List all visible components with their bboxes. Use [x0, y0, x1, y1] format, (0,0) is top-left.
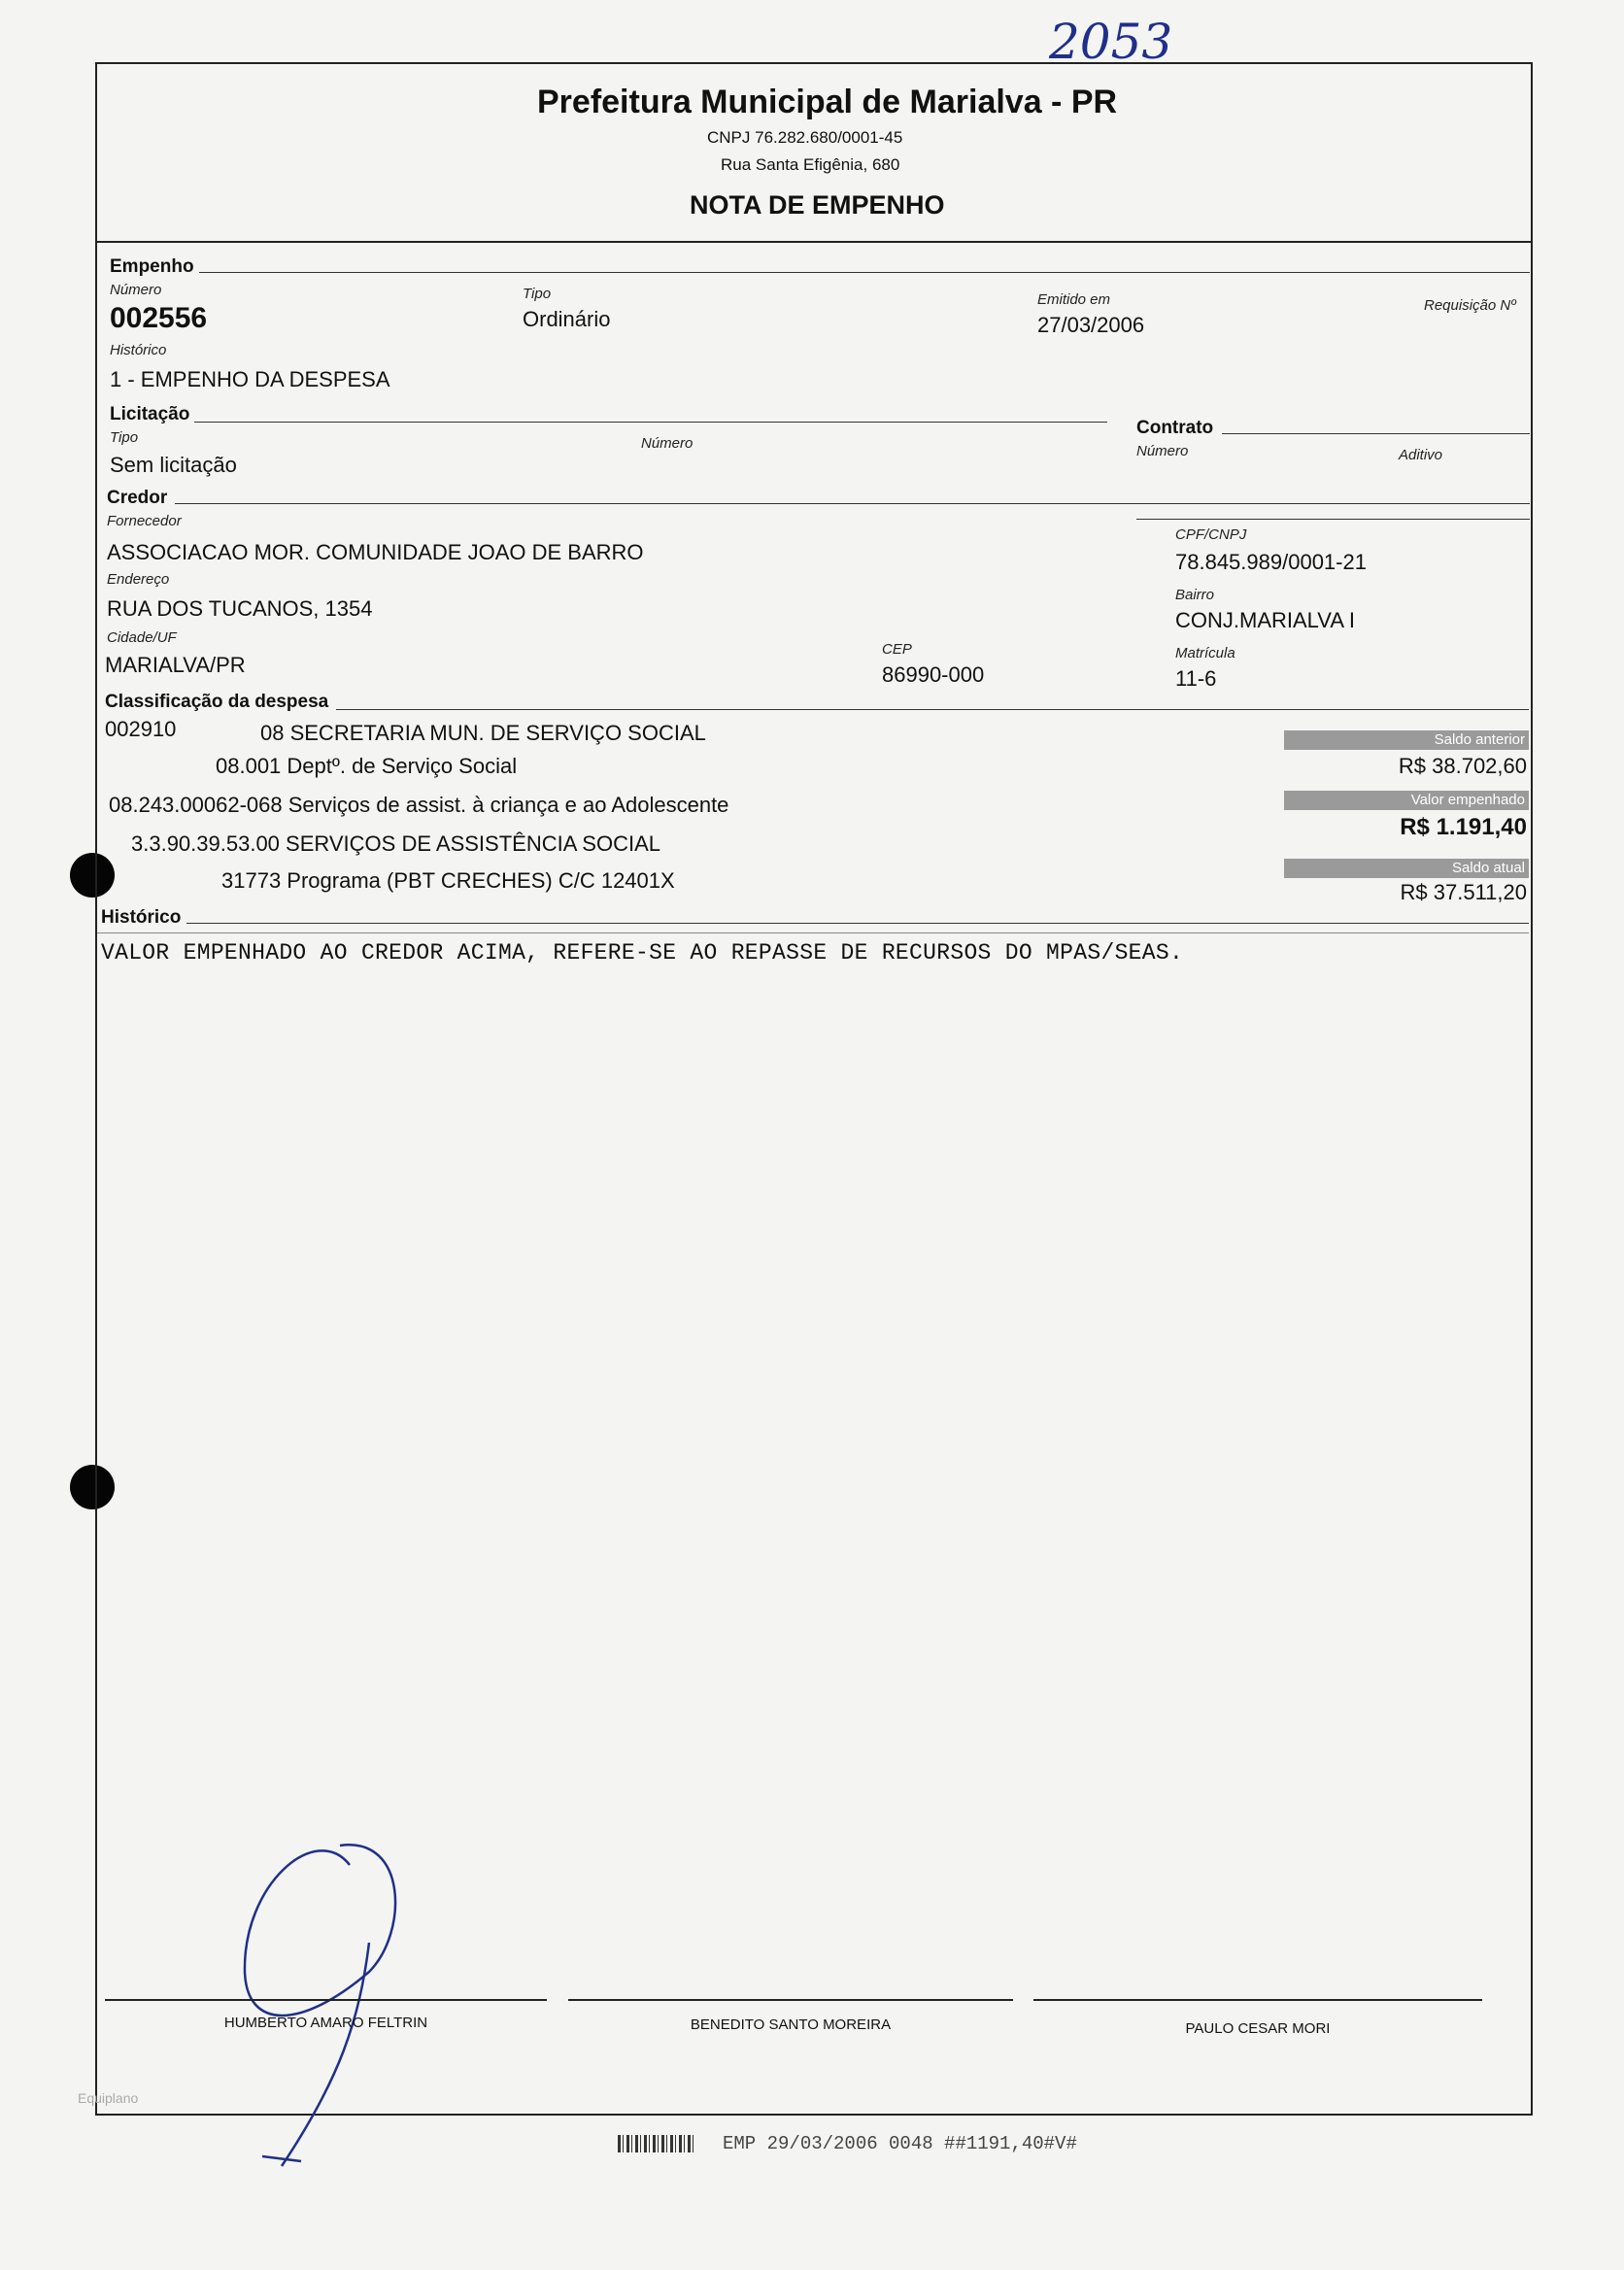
contrato-aditivo-label: Aditivo [1399, 447, 1443, 463]
cidade-value: MARIALVA/PR [105, 653, 246, 677]
historico-rule [186, 923, 1529, 924]
emitido-label: Emitido em [1037, 291, 1111, 308]
empenho-tipo: Ordinário [523, 307, 611, 331]
cep-label: CEP [882, 641, 912, 658]
licitacao-tipo: Sem licitação [110, 453, 237, 477]
matricula-value: 11-6 [1175, 666, 1217, 691]
fornecedor-name: ASSOCIACAO MOR. COMUNIDADE JOAO DE BARRO [107, 540, 644, 564]
licitacao-rule [194, 422, 1107, 423]
credor-section-label: Credor [107, 488, 168, 508]
classificacao-secretaria: 08 SECRETARIA MUN. DE SERVIÇO SOCIAL [260, 721, 706, 745]
signature-line-1 [105, 1999, 547, 2001]
empenho-section-label: Empenho [110, 256, 194, 277]
saldo-atual-value: R$ 37.511,20 [1400, 880, 1527, 904]
licitacao-numero-label: Número [641, 435, 694, 452]
saldo-atual-label: Saldo atual [1284, 859, 1529, 878]
empenho-historico-label: Histórico [110, 342, 167, 358]
endereco-label: Endereço [107, 571, 170, 588]
signature-name-2: BENEDITO SANTO MOREIRA [690, 2016, 892, 2033]
matricula-label: Matrícula [1175, 645, 1235, 661]
handwritten-page-number: 2053 [1049, 14, 1173, 70]
cnpj-text: CNPJ 76.282.680/0001-45 [707, 128, 903, 147]
licitacao-tipo-label: Tipo [110, 429, 139, 446]
fornecedor-label: Fornecedor [107, 513, 182, 529]
cpf-value: 78.845.989/0001-21 [1175, 550, 1367, 574]
bairro-value: CONJ.MARIALVA I [1175, 608, 1356, 632]
valor-empenhado-value: R$ 1.191,40 [1400, 814, 1527, 840]
software-footer: Equiplano [78, 2090, 139, 2106]
historico-rule-lower [97, 932, 1529, 933]
saldo-anterior-value: R$ 38.702,60 [1398, 754, 1527, 778]
classificacao-section-label: Classificação da despesa [105, 692, 329, 712]
empenho-historico: 1 - EMPENHO DA DESPESA [110, 367, 390, 391]
empenho-numero-label: Número [110, 282, 162, 298]
footer-stamp: EMP 29/03/2006 0048 ##1191,40#V# [723, 2133, 1077, 2154]
classificacao-rule [336, 709, 1529, 710]
contrato-rule [1222, 433, 1530, 434]
address-text: Rua Santa Efigênia, 680 [721, 155, 900, 174]
classificacao-code: 002910 [105, 717, 177, 741]
bairro-label: Bairro [1175, 587, 1215, 603]
emitido-date: 27/03/2006 [1037, 313, 1145, 337]
credor-rule [175, 503, 1530, 504]
municipality-title: Prefeitura Municipal de Marialva - PR [537, 84, 1118, 120]
credor-rule-right [1136, 519, 1530, 520]
signature-name-3: PAULO CESAR MORI [1185, 2020, 1331, 2037]
signature-name-1: HUMBERTO AMARO FELTRIN [223, 2015, 428, 2031]
cep-value: 86990-000 [882, 662, 985, 687]
handwritten-signature [223, 1826, 437, 2176]
signature-line-2 [568, 1999, 1013, 2001]
licitacao-section-label: Licitação [110, 404, 190, 424]
classificacao-funcional: 08.243.00062-068 Serviços de assist. à criança e ao Adolescente [109, 793, 729, 817]
endereco-value: RUA DOS TUCANOS, 1354 [107, 596, 373, 621]
classificacao-elemento: 3.3.90.39.53.00 SERVIÇOS DE ASSISTÊNCIA SOCIAL [131, 831, 660, 856]
contrato-section-label: Contrato [1136, 418, 1214, 438]
empenho-numero: 002556 [110, 302, 208, 334]
cidade-label: Cidade/UF [107, 629, 177, 646]
signature-line-3 [1033, 1999, 1482, 2001]
empenho-rule [199, 272, 1530, 273]
requisicao-label: Requisição Nº [1424, 297, 1516, 314]
header-divider [97, 241, 1531, 243]
classificacao-departamento: 08.001 Deptº. de Serviço Social [216, 754, 518, 778]
historico-section-label: Histórico [101, 907, 182, 928]
barcode-icon [618, 2135, 695, 2152]
doc-title: NOTA DE EMPENHO [690, 190, 945, 220]
saldo-anterior-label: Saldo anterior [1284, 730, 1529, 750]
classificacao-programa: 31773 Programa (PBT CRECHES) C/C 12401X [221, 868, 675, 893]
contrato-numero-label: Número [1136, 443, 1189, 459]
empenho-tipo-label: Tipo [523, 286, 552, 302]
cpf-label: CPF/CNPJ [1175, 526, 1247, 543]
historico-text: VALOR EMPENHADO AO CREDOR ACIMA, REFERE-SE AO REPASSE DE RECURSOS DO MPAS/SEAS. [101, 940, 1184, 966]
valor-empenhado-label: Valor empenhado [1284, 791, 1529, 810]
